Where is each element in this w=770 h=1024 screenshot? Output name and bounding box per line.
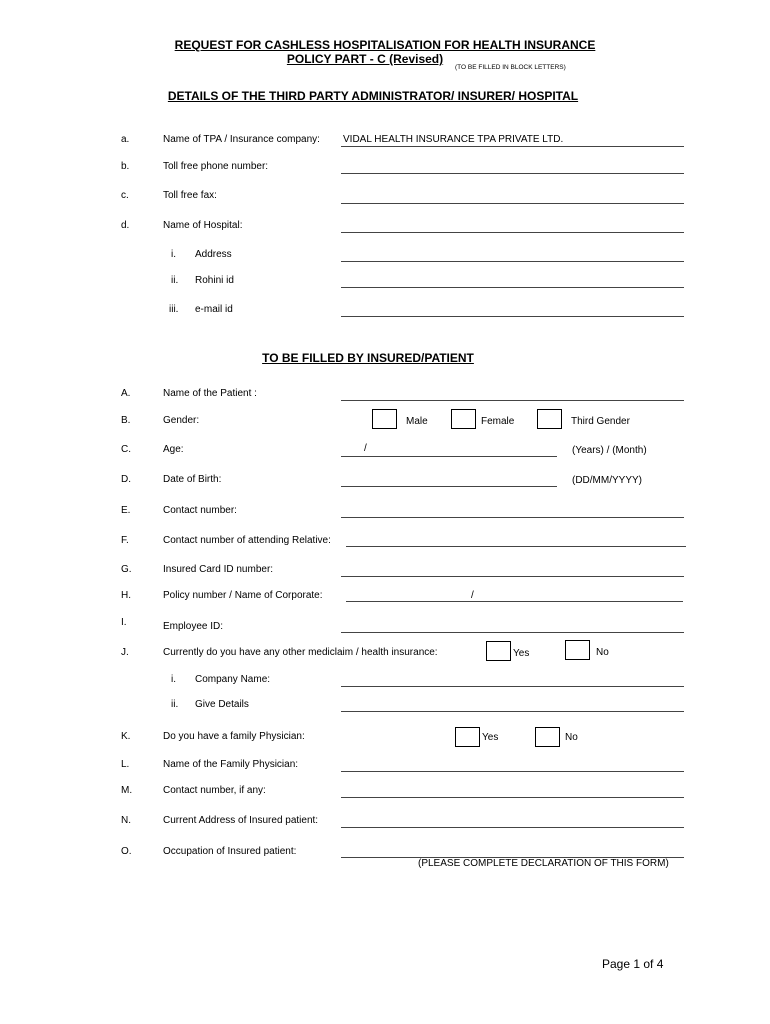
physician-contact-field[interactable] [341, 797, 684, 798]
age-label: Age: [163, 444, 184, 455]
row-b-label: b. [121, 161, 130, 172]
toll-free-phone-label: Toll free phone number: [163, 161, 269, 172]
other-insurance-yes-label: Yes [513, 648, 530, 659]
gender-male-label: Male [406, 416, 428, 427]
physician-contact-label: Contact number, if any: [163, 785, 266, 796]
hospital-sub-ii-label: ii. [171, 275, 179, 286]
other-insurance-label: Currently do you have any other mediclaim / health insurance: [163, 647, 438, 658]
section-patient-title: TO BE FILLED BY INSURED/PATIENT [262, 351, 474, 365]
contact-number-field[interactable] [341, 517, 684, 518]
toll-free-phone-field[interactable] [341, 173, 684, 174]
rohini-id-label: Rohini id [195, 275, 234, 286]
current-address-label: Current Address of Insured patient: [163, 815, 319, 826]
hospital-sub-iii-label: iii. [169, 304, 179, 315]
employee-id-field[interactable] [341, 632, 684, 633]
row-M-label: M. [121, 785, 133, 796]
contact-number-label: Contact number: [163, 505, 237, 516]
policy-number-field[interactable] [346, 601, 683, 602]
hospital-name-label: Name of Hospital: [163, 220, 243, 231]
age-separator: / [364, 443, 367, 454]
block-letters-note: (TO BE FILLED IN BLOCK LETTERS) [455, 64, 566, 71]
section-tpa-title: DETAILS OF THE THIRD PARTY ADMINISTRATOR/ INSURER/ HOSPITAL [167, 89, 579, 103]
form-title-line2: POLICY PART - C (Revised) [286, 52, 444, 66]
policy-number-label: Policy number / Name of Corporate: [163, 590, 323, 601]
family-physician-no-checkbox[interactable] [535, 727, 560, 747]
dob-format-label: (DD/MM/YYYY) [572, 475, 642, 486]
insured-card-id-label: Insured Card ID number: [163, 564, 274, 575]
row-L-label: L. [121, 759, 130, 770]
row-D-label: D. [121, 474, 131, 485]
dob-field[interactable] [341, 486, 557, 487]
row-c-label: c. [121, 190, 129, 201]
family-physician-no-label: No [565, 732, 578, 743]
email-id-field[interactable] [341, 316, 684, 317]
row-F-label: F. [121, 535, 129, 546]
employee-id-label: Employee ID: [163, 621, 224, 632]
age-field[interactable] [341, 456, 557, 457]
patient-name-label: Name of the Patient : [163, 388, 257, 399]
hospital-address-label: Address [195, 249, 232, 260]
current-address-field[interactable] [341, 827, 684, 828]
other-insurance-no-checkbox[interactable] [565, 640, 590, 660]
hospital-sub-i-label: i. [171, 249, 176, 260]
row-C-label: C. [121, 444, 131, 455]
toll-free-fax-field[interactable] [341, 203, 684, 204]
row-J-label: J. [121, 647, 129, 658]
gender-female-label: Female [481, 416, 515, 427]
occupation-label: Occupation of Insured patient: [163, 846, 297, 857]
company-name-label: Company Name: [195, 674, 271, 685]
give-details-label: Give Details [195, 699, 249, 710]
row-O-label: O. [121, 846, 132, 857]
row-H-label: H. [121, 590, 131, 601]
physician-name-field[interactable] [341, 771, 684, 772]
family-physician-yes-label: Yes [482, 732, 499, 743]
family-physician-label: Do you have a family Physician: [163, 731, 305, 742]
tpa-name-label: Name of TPA / Insurance company: [163, 134, 320, 145]
hospital-address-field[interactable] [341, 261, 684, 262]
gender-female-checkbox[interactable] [451, 409, 476, 429]
form-title-line1: REQUEST FOR CASHLESS HOSPITALISATION FOR HEALTH INSURANCE [174, 38, 596, 52]
insured-card-id-field[interactable] [341, 576, 684, 577]
j-sub-i-label: i. [171, 674, 176, 685]
gender-label: Gender: [163, 415, 200, 426]
other-insurance-no-label: No [596, 647, 609, 658]
relative-contact-field[interactable] [346, 546, 686, 547]
row-E-label: E. [121, 505, 131, 516]
physician-name-label: Name of the Family Physician: [163, 759, 299, 770]
row-G-label: G. [121, 564, 132, 575]
row-N-label: N. [121, 815, 131, 826]
tpa-name-value[interactable]: VIDAL HEALTH INSURANCE TPA PRIVATE LTD. [343, 134, 564, 145]
gender-third-checkbox[interactable] [537, 409, 562, 429]
row-A-label: A. [121, 388, 131, 399]
relative-contact-label: Contact number of attending Relative: [163, 535, 331, 546]
toll-free-fax-label: Toll free fax: [163, 190, 217, 201]
email-id-label: e-mail id [195, 304, 233, 315]
page-number: Page 1 of 4 [602, 957, 664, 971]
hospital-name-field[interactable] [341, 232, 684, 233]
rohini-id-field[interactable] [341, 287, 684, 288]
patient-name-field[interactable] [341, 400, 684, 401]
policy-separator: / [471, 590, 474, 601]
tpa-name-field[interactable] [341, 146, 684, 147]
row-I-label: I. [121, 617, 127, 628]
age-unit-label: (Years) / (Month) [572, 445, 647, 456]
row-K-label: K. [121, 731, 131, 742]
dob-label: Date of Birth: [163, 474, 222, 485]
company-name-field[interactable] [341, 686, 684, 687]
gender-male-checkbox[interactable] [372, 409, 397, 429]
j-sub-ii-label: ii. [171, 699, 179, 710]
row-a-label: a. [121, 134, 130, 145]
gender-third-label: Third Gender [571, 416, 630, 427]
other-insurance-yes-checkbox[interactable] [486, 641, 511, 661]
row-d-label: d. [121, 220, 130, 231]
family-physician-yes-checkbox[interactable] [455, 727, 480, 747]
row-B-label: B. [121, 415, 131, 426]
declaration-note: (PLEASE COMPLETE DECLARATION OF THIS FORM) [418, 858, 669, 869]
give-details-field[interactable] [341, 711, 684, 712]
